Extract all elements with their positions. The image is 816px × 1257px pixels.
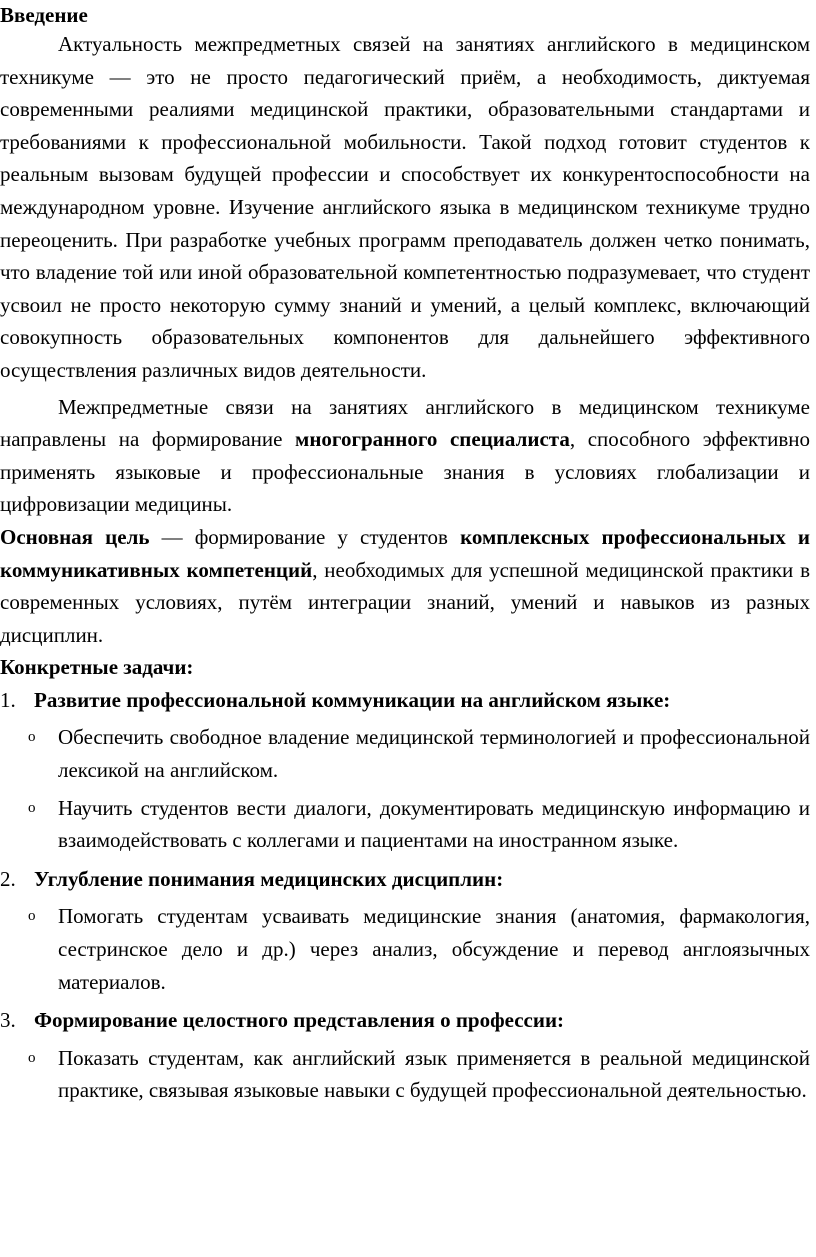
circle-bullet-icon: o — [28, 799, 36, 816]
paragraph-interdisciplinary-end: , способного эффективно применять языковые и профессиональные знания в условиях глобализации и цифровизации медицины. — [0, 427, 811, 517]
task-subitem — [0, 721, 810, 786]
main-goal-label: Основная цель — [0, 524, 150, 549]
task-item-2 — [0, 863, 810, 896]
task-item-3 — [0, 1004, 810, 1037]
task-title: Углубление понимания медицинских дисциплин: — [34, 866, 504, 891]
main-goal-bold: комплексных профессиональных и коммуникативных компетенций — [0, 524, 811, 582]
main-goal-mid: — формирование у студентов — [149, 524, 461, 549]
task-number: 1. — [0, 687, 16, 712]
task-subitem-text: Показать студентам, как английский язык применяется в реальной медицинской практике, связывая языковые навыки с будущей профессиональной деятельностью. — [58, 1045, 810, 1103]
tasks-heading: Конкретные задачи: — [0, 655, 194, 680]
circle-bullet-icon: o — [28, 729, 36, 746]
task-number: 3. — [0, 1008, 16, 1033]
task-subitem — [0, 1042, 810, 1107]
task-title: Формирование целостного представления о профессии: — [34, 1008, 565, 1033]
task-subitem-text: Научить студентов вести диалоги, документировать медицинскую информацию и взаимодействовать с коллегами и пациентами на иностранном языке. — [58, 795, 810, 853]
task-subitem — [0, 900, 810, 998]
task-number: 2. — [0, 866, 16, 891]
task-subitem — [0, 792, 810, 857]
circle-bullet-icon: o — [28, 908, 36, 925]
paragraph-interdisciplinary — [0, 391, 810, 521]
document-title: Введение — [0, 3, 88, 27]
paragraph-relevance: Актуальность межпредметных связей на занятиях английского в медицинском техникуме — это не просто педагогический приём, а необходимость, диктуемая современными реалиями медицинской практики, образовательными стандартами и требованиями к профессиональной мобильности. Такой подход готовит студентов к реальным вызовам будущей профессии и способствует их конкурентоспособности на международном уровне. Изучение английского языка в медицинском техникуме трудно переоценить. При разработке учебных программ преподаватель должен четко понимать, что владение той или иной образовательной компетентностью подразумевает, что студент усвоил не просто некоторую сумму знаний и умений, а целый комплекс, включающий совокупность образовательных компонентов для дальнейшего эффективного осуществления различных видов деятельности. — [0, 32, 810, 382]
task-title: Развитие профессиональной коммуникации на английском языке: — [34, 687, 671, 712]
tasks-list — [0, 684, 810, 1107]
task-subitem-text: Помогать студентам усваивать медицинские знания (анатомия, фармакология, сестринское дело и др.) через анализ, обсуждение и перевод англоязычных материалов. — [58, 904, 810, 994]
paragraph-interdisciplinary-bold: многогранного специалиста — [295, 427, 570, 452]
main-goal-end: , необходимых для успешной медицинской практики в современных условиях, путём интеграции знаний, умений и навыков из разных дисциплин. — [0, 557, 810, 647]
task-item-1 — [0, 684, 810, 717]
circle-bullet-icon: o — [28, 1049, 36, 1066]
paragraph-main-goal — [0, 521, 810, 651]
task-subitem-text: Обеспечить свободное владение медицинской терминологией и профессиональной лексикой на английском. — [58, 725, 810, 783]
paragraph-interdisciplinary-start: Межпредметные связи на занятиях английского в медицинском техникуме направлены на формирование — [0, 394, 810, 452]
